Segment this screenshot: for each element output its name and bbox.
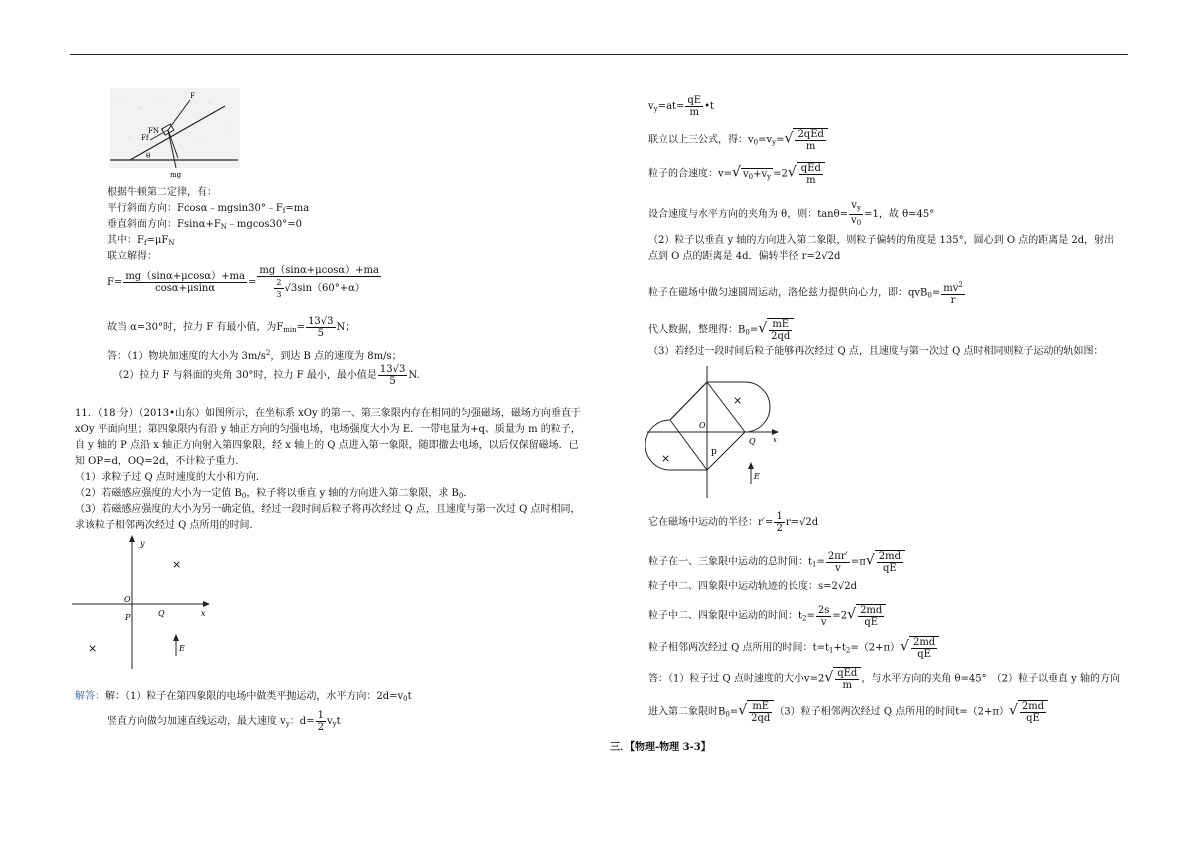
- part2-line-a: （2）粒子以垂直 y 轴的方向进入第二象限，则粒子偏转的角度是 135°，圆心到 O 点的距离是 2d，射出: [648, 235, 1115, 246]
- b0-result: 代人数据，整理得：$B_0=√$ $\frac{mE}{2qd}$: [648, 318, 794, 342]
- y-axis-label: y: [140, 539, 145, 548]
- t2-formula: 粒子中二、四象限中运动的时间：$t_2=$ $\frac{2s}{v}$ =2√ $\frac{2md}{qE}$: [648, 604, 886, 628]
- q11-part-3b: 求该粒子相邻两次经过 Q 点所用的时间．: [75, 520, 260, 531]
- force-F-label: F: [190, 92, 195, 100]
- origin-label: O: [124, 595, 131, 604]
- t1-formula: 粒子在一、三象限中运动的总时间：$t_1=$ $\frac{2\pi r'}{v}$ =π√ $\frac{2md}{qE}$: [648, 550, 905, 574]
- parallel-equation: 平行斜面方向：$Fcos\alpha﹣mgsin30^\circ﹣F_f=ma$: [107, 203, 310, 215]
- q11-line-4: 知 OP=d，OQ=2d，不计粒子重力．: [75, 456, 246, 467]
- solution-line-1: 解答：解：（1）粒子在第四象限的电场中做类平抛运动，水平方向：$2d=v_0t$: [75, 691, 412, 703]
- newton-law-heading: 根据牛顿第二定律，有：: [107, 187, 217, 198]
- field-e-label: E: [179, 644, 185, 653]
- q11-part-3a: （3）若磁感应强度的大小为另一确定值，经过一段时间后粒子将再次经过 Q 点，且速度与第一次过 Q 点时相同，: [75, 504, 581, 515]
- minimum-force: 故当 α=30°时，拉力 F 有最小值，为$F_{min}=$ $\frac{13√3}{5}$ N；: [107, 316, 356, 339]
- radius-formula: 它在磁场中运动的半径：r′= $\frac{1}{2}$ r=√2d: [648, 511, 819, 534]
- force-mg-label: mg: [170, 171, 182, 179]
- lorentz-equation: 粒子在磁场中做匀速圆周运动，洛伦兹力提供向心力，即：qvB$_0$= $\frac{mv^2}{r}$: [648, 281, 963, 306]
- traj-cross-q3: ×: [661, 452, 671, 465]
- force-Ff-label: Ff: [141, 134, 149, 142]
- traj-q-label: Q: [749, 437, 756, 446]
- coordinate-figure: [70, 534, 215, 674]
- traj-p-label: p: [711, 447, 717, 457]
- answer-1: 答：（1）物块加速度的大小为 $3m/s^2$，到达 B 点的速度为 8m/s；: [107, 349, 402, 362]
- vy-formula: $v_y=at=$ $\frac{qE}{m}$ •t: [648, 95, 714, 118]
- final-answer-1: 答：（1）粒子过 Q 点时速度的大小v=2√ $\frac{\text{qEd}}{m}$ ，与水平方向的夹角 θ=45° （2）粒子以垂直 y 轴的方向: [648, 668, 1121, 691]
- v0-formula: 联立以上三公式，得：$v_0=v_y=√$ $\frac{\text{2qEd}}{m}$: [648, 128, 828, 152]
- q11-line-2: xOy 平面向里；第四象限内有沿 y 轴正方向的匀强电场，电场强度大小为 E．一带电量为+q、质量为 m 的粒子，: [75, 424, 581, 435]
- field-cross-q3: ×: [88, 642, 98, 655]
- friction-relation: 其中：$F_f=\mu F_N$: [107, 235, 175, 247]
- final-answer-2: 进入第二象限时$B_0=√$ $\frac{mE}{2qd}$ （3）粒子相邻两次经过 Q 点所用的时间t=（2+π）√ $\frac{2md}{qE}$: [648, 700, 1048, 724]
- part2-line-b: 点到 O 点的距离是 4d．偏转半径 r=2√2d: [648, 251, 841, 262]
- total-time-formula: 粒子相邻两次经过 Q 点所用的时间：$t=t_1+t_2=(2+\pi)√$ $\frac{2md}{qE}$: [648, 636, 939, 660]
- tan-theta: 设合速度与水平方向的夹角为 θ，则：tanθ= $\frac{v_y}{v_0}$ =1，故 θ=45°: [648, 200, 935, 227]
- trajectory-figure: [645, 362, 785, 502]
- traj-e-label: E: [754, 472, 760, 481]
- q11-part-1: （1）求粒子过 Q 点时速度的大小和方向．: [75, 472, 266, 483]
- angle-theta-label: θ: [146, 152, 151, 160]
- x-axis-label: x: [201, 609, 206, 618]
- solution-line-2: 竖直方向做匀加速直线运动，最大速度 $v_y$：d= $\frac{1}{2}$ $v_yt$: [107, 710, 341, 733]
- perpendicular-equation: 垂直斜面方向：$Fsin\alpha+F_N﹣mgcos30^\circ=0$: [107, 219, 303, 231]
- point-p-label: P: [125, 613, 131, 622]
- force-formula: F= $\frac{mg(\sin\alpha+\mu\cos\alpha)+ma}{\cos\alpha+\mu\sin\alpha}$ = mg（sinα+μcosα）+ma $\frac{2}{3}$ √3sin（60°+α）: [107, 265, 379, 299]
- section-3-heading: 三．【物理-物理 3-3】: [610, 742, 711, 753]
- traj-cross-q1: ×: [733, 394, 743, 407]
- traj-origin-label: O: [699, 421, 706, 430]
- point-q-label: Q: [158, 609, 165, 618]
- field-cross-q1: ×: [172, 558, 182, 571]
- traj-x-label: x: [773, 436, 777, 444]
- s-formula: 粒子中二、四象限中运动轨迹的长度：s=2√2d: [648, 581, 858, 592]
- q11-part-2: （2）若磁感应强度的大小为一定值 $B_0$，粒子将以垂直 y 轴的方向进入第二象限，求 $B_0$．: [75, 488, 474, 500]
- q11-line-1: 11．（18 分）（2013•山东）如图所示，在坐标系 xOy 的第一、第三象限内存在相同的匀强磁场，磁场方向垂直于: [75, 408, 581, 419]
- incline-force-diagram: [110, 88, 240, 180]
- force-FN-label: FN: [148, 127, 159, 135]
- solve-label: 联立解得：: [107, 251, 157, 262]
- answer-2: （2）拉力 F 与斜面的夹角 30°时，拉力 F 最小，最小值是 $\frac{13√3}{5}$ N.: [113, 364, 420, 387]
- part3-text: （3）若经过一段时间后粒子能够再次经过 Q 点，且速度与第一次过 Q 点时相同则粒子运动的轨如图：: [648, 346, 1104, 357]
- header-rule: [70, 54, 1128, 55]
- q11-line-3: 自 y 轴的 P 点沿 x 轴正方向射入第四象限，经 x 轴上的 Q 点进入第一象限，随即撤去电场，以后仅保留磁场．已: [75, 440, 579, 451]
- resultant-velocity: 粒子的合速度：v=√ $v_0+v_y =2√$ $\frac{\text{qEd}}{m}$: [648, 162, 825, 186]
